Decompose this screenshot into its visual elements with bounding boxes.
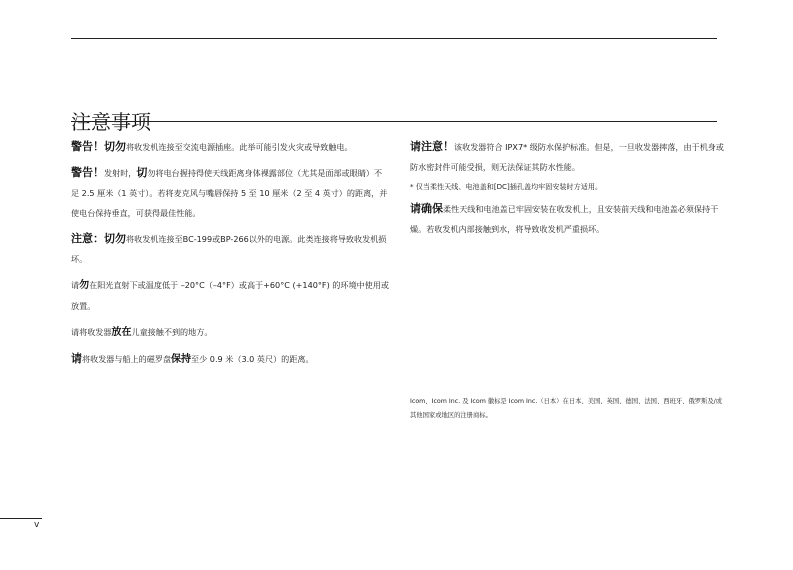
warning-antenna-distance [71, 163, 389, 223]
caution-text: 将收发器与船上的磁罗盘 [82, 354, 172, 364]
emphasis: 切 [136, 166, 148, 179]
notice-waterproof [410, 137, 728, 177]
emphasis: 放在 [111, 327, 132, 338]
left-column [71, 137, 389, 376]
warning-text: 勿将电台握持得使天线距离身体裸露部位（尤其是面部或眼睛）不足 2.5 厘米（1 英寸）。若将麦克风与嘴唇保持 5 至 10 厘米（2 至 4 英寸）的距离，并使电台保持垂直，可获得最佳性能。 [71, 168, 388, 218]
notice-lead: 请注意！ [410, 140, 454, 153]
warning-text: 将收发机连接至交流电源插座。此举可能引发火灾或导致触电。 [126, 142, 353, 152]
right-column [410, 137, 728, 245]
footnote-waterproof: * 仅当柔性天线、电池盖和[DC]插孔盖均牢固安装时方适用。 [410, 182, 603, 191]
caution-children [71, 322, 389, 343]
page-number-rule [0, 518, 42, 519]
caution-power-source [71, 229, 389, 269]
notice-text: 柔性天线和电池盖已牢固安装在收发机上，且安装前天线和电池盖必须保持干燥。若收发机内部接触到水，将导致收发机严重损坏。 [410, 204, 719, 234]
caution-compass [71, 349, 389, 370]
notice-antenna-battery [410, 199, 728, 239]
caution-text: 至少 0.9 米（3.0 英尺）的距离。 [191, 354, 314, 364]
top-rule [71, 38, 717, 39]
caution-text: 儿童接触不到的地方。 [131, 327, 213, 337]
caution-text: 将收发机连接至BC-199或BP-266以外的电源。此类连接将导致收发机损坏。 [71, 234, 387, 264]
emphasis: 勿 [79, 280, 90, 291]
warning-lead: 警告！ [71, 166, 104, 179]
caution-temperature [71, 275, 389, 316]
warning-lead: 警告！切勿 [71, 140, 126, 153]
trademark-notice: Icom、Icom Inc. 及 Icom 徽标是 Icom Inc.（日本）在日本、美国、英国、德国、法国、西班牙、俄罗斯及/或其他国家或地区的注册商标。 [410, 398, 723, 419]
caution-text: 在阳光直射下或温度低于 –20°C（–4°F）或高于+60°C (+140°F) 的环境中使用或放置。 [71, 280, 389, 311]
warning-text: 发射时， [104, 168, 137, 178]
page-number: v [34, 520, 40, 530]
notice-lead: 请确保 [410, 202, 443, 215]
page-title: 注意事项 [71, 110, 151, 135]
caution-text: 请 [71, 280, 80, 290]
caution-text: 请将收发器 [71, 327, 112, 337]
caution-lead: 注意：切勿 [71, 232, 126, 245]
notice-text: 该收发器符合 IPX7* 级防水保护标准。但是，一旦收发器摔落，由于机身或防水密封件可能受损，则无法保证其防水性能。 [410, 142, 724, 172]
warning-ac-outlet [71, 137, 389, 157]
emphasis: 保持 [171, 354, 192, 365]
emphasis: 请 [71, 352, 82, 365]
title-rule [71, 121, 717, 122]
